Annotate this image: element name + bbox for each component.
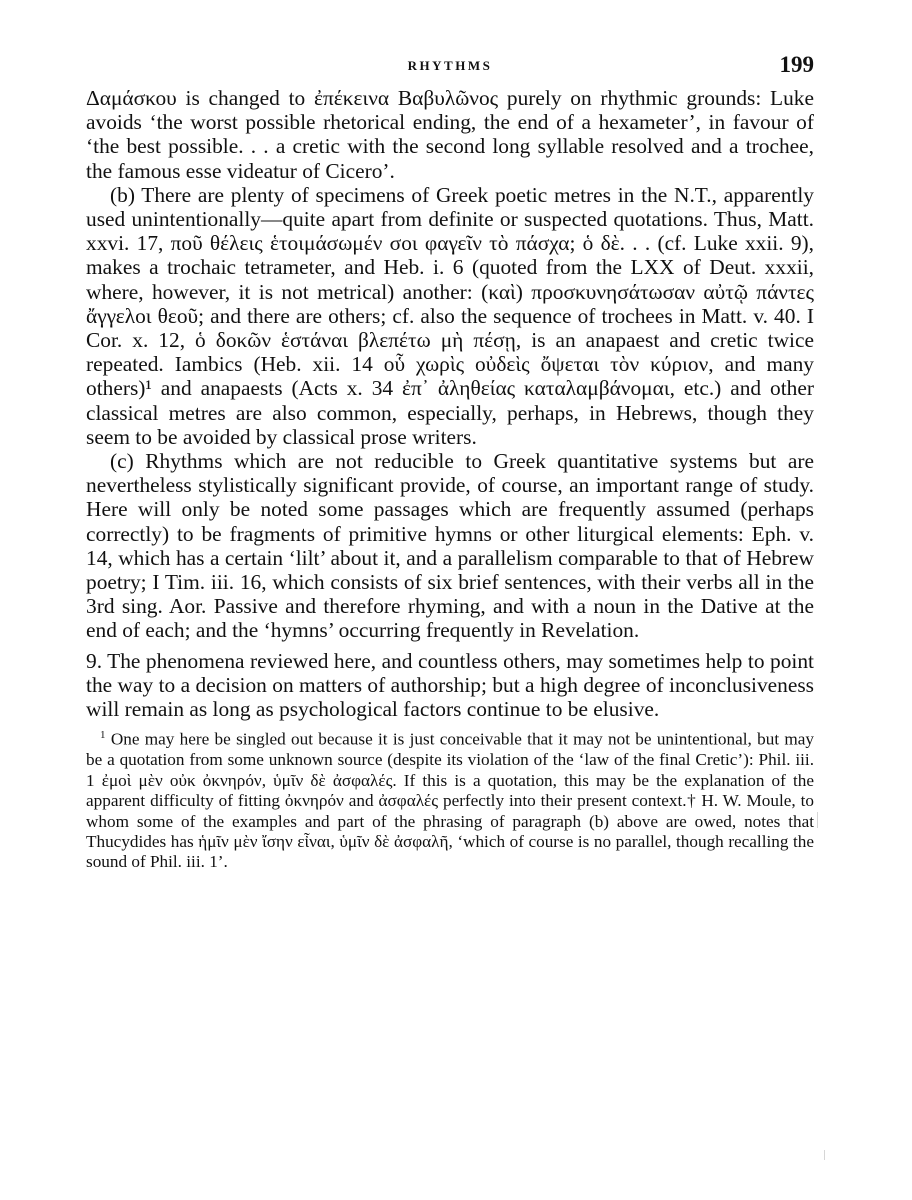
paragraph-continuation: Δαμάσκου is changed to ἐπέκεινα Βαβυλῶνος purely on rhythmic grounds: Luke avoids ‘the worst possible rhetorical ending, the end of a hexameter’, in favour of ‘the best possible. . . a cretic with the second long syllable resolved and a trochee, the famous esse videatur of Cicero’. bbox=[86, 86, 814, 183]
running-head: RHYTHMS bbox=[407, 58, 493, 73]
margin-mark bbox=[817, 812, 818, 828]
page-number: 199 bbox=[779, 52, 814, 77]
paragraph-section-9: 9. The phenomena reviewed here, and countless others, may sometimes help to point the way to a decision on matters of authorship; but a high degree of inconclusiveness will remain as long as psychological factors continue to be elusive. bbox=[86, 648, 814, 722]
body-text bbox=[86, 86, 814, 721]
footnote-text: One may here be singled out because it is just conceivable that it may not be unintentional, but may be a quotation from some unknown source (despite its violation of the ‘law of the final Cretic’): Phil. iii. 1 ἐμοὶ μὲν οὐκ ὀκνηρόν, ὑμῖν δὲ ἀσφαλές. If this is a quotation, this may be the explanation of the apparent difficulty of fitting ὀκνηρόν and ἀσφαλές perfectly into their present context.† H. W. Moule, to whom some of the examples and part of the phrasing of paragraph (b) above are owed, notes that Thucydides has ἡμῖν μὲν ἴσην εἶναι, ὑμῖν δὲ ἀσφαλῆ, ‘which of course is no parallel, though recalling the sound of Phil. iii. 1’. bbox=[86, 730, 814, 872]
footnote bbox=[86, 725, 814, 873]
book-page bbox=[86, 48, 814, 873]
margin-mark-lower bbox=[824, 1150, 825, 1160]
paragraph-c: (c) Rhythms which are not reducible to Greek quantitative systems but are nevertheless stylistically significant provide, of course, an important range of study. Here will only be noted some passages which are frequently assumed (perhaps correctly) to be fragments of primitive hymns or other liturgical elements: Eph. v. 14, which has a certain ‘lilt’ about it, and a parallelism comparable to that of Hebrew poetry; I Tim. iii. 16, which consists of six brief sentences, with their verbs all in the 3rd sing. Aor. Passive and therefore rhyming, and with a noun in the Dative at the end of each; and the ‘hymns’ occurring frequently in Revelation. bbox=[86, 449, 814, 643]
paragraph-b: (b) There are plenty of specimens of Greek poetic metres in the N.T., apparently used unintentionally—quite apart from definite or suspected quotations. Thus, Matt. xxvi. 17, ποῦ θέλεις ἑτοιμάσωμέν σοι φαγεῖν τὸ πάσχα; ὁ δὲ. . . (cf. Luke xxii. 9), makes a trochaic tetrameter, and Heb. i. 6 (quoted from the LXX of Deut. xxxii, where, however, it is not metrical) another: (καὶ) προσκυνησάτωσαν αὐτῷ πάντες ἄγγελοι θεοῦ; and there are others; cf. also the sequence of trochees in Matt. v. 40. I Cor. x. 12, ὁ δοκῶν ἑστάναι βλεπέτω μὴ πέσῃ, is an anapaest and cretic twice repeated. Iambics (Heb. xii. 14 οὗ χωρὶς οὐδεὶς ὄψεται τὸν κύριον, and many others)¹ and anapaests (Acts x. 34 ἐπ᾽ ἀληθείας καταλαμβάνομαι, etc.) and other classical metres are also common, especially, perhaps, in Hebrews, though they seem to be avoided by classical prose writers. bbox=[86, 182, 814, 449]
page-header bbox=[86, 48, 814, 86]
footnote-paragraph bbox=[86, 725, 814, 873]
footnote-marker: 1 bbox=[100, 729, 106, 742]
